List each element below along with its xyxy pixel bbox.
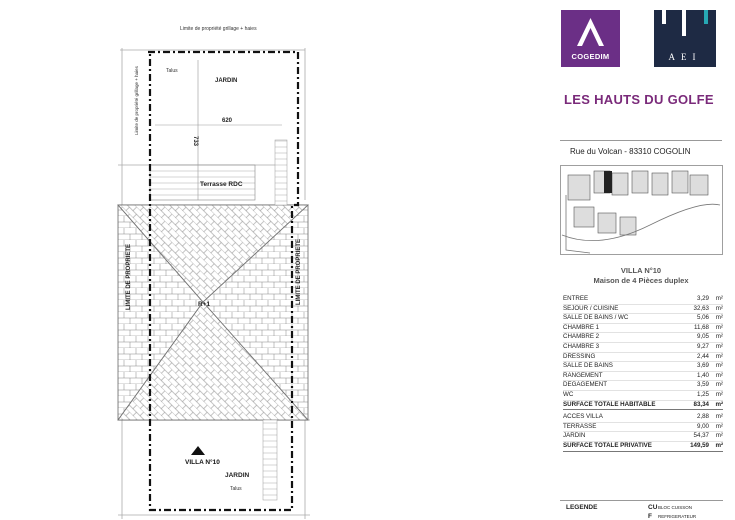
plan-limite-right: LIMITE DE PROPRIETE bbox=[296, 238, 302, 305]
side-steps-top bbox=[275, 140, 287, 205]
room-value: 11,68 bbox=[693, 323, 709, 331]
room-value: 1,40 bbox=[696, 371, 709, 379]
total-privative-unit: m² bbox=[715, 441, 723, 449]
exterior-unit: m² bbox=[715, 422, 723, 430]
project-title: LES HAUTS DU GOLFE bbox=[564, 92, 714, 107]
cogedim-mark-icon bbox=[561, 10, 620, 50]
room-unit: m² bbox=[715, 323, 723, 331]
room-label: ENTREE bbox=[563, 295, 589, 302]
plan-limite-left: LIMITE DE PROPRIETE bbox=[126, 243, 132, 310]
cogedim-logo bbox=[561, 10, 620, 67]
total-habitable-unit: m² bbox=[715, 400, 723, 408]
room-unit: m² bbox=[715, 352, 723, 360]
total-habitable-value: 83,34 bbox=[693, 400, 709, 408]
side-steps-bottom bbox=[263, 420, 277, 500]
room-unit: m² bbox=[715, 342, 723, 350]
room-label: DEGAGEMENT bbox=[563, 381, 608, 389]
room-unit: m² bbox=[715, 390, 723, 398]
room-value: 5,06 bbox=[696, 314, 709, 322]
room-unit: m² bbox=[715, 362, 723, 370]
room-unit: m² bbox=[715, 295, 723, 302]
legend-title: LEGENDE bbox=[566, 504, 598, 511]
room-value: 1,25 bbox=[696, 390, 709, 398]
aei-logo bbox=[654, 10, 716, 67]
legend-item1-text: BLOC CUISSON bbox=[658, 505, 693, 510]
project-address: Rue du Volcan - 83310 COGOLIN bbox=[570, 147, 691, 156]
room-unit: m² bbox=[715, 381, 723, 389]
total-privative-label: SURFACE TOTALE PRIVATIVE bbox=[563, 441, 652, 449]
room-label: SALLE DE BAINS bbox=[563, 362, 613, 370]
room-label: WC bbox=[563, 390, 574, 398]
exterior-unit: m² bbox=[715, 432, 723, 440]
exterior-unit: m² bbox=[715, 413, 723, 421]
room-label: CHAMBRE 3 bbox=[563, 342, 600, 350]
plan-jardin-top: JARDIN bbox=[215, 78, 238, 84]
room-value: 2,44 bbox=[696, 352, 709, 360]
villa-10-location bbox=[604, 171, 612, 193]
room-label: CHAMBRE 2 bbox=[563, 333, 600, 341]
separator-top bbox=[560, 140, 722, 141]
villa-name: VILLA N°10 bbox=[620, 266, 662, 275]
room-value: 9,05 bbox=[696, 333, 709, 341]
room-label: RANGEMENT bbox=[563, 371, 603, 379]
total-habitable-label: SURFACE TOTALE HABITABLE bbox=[563, 400, 656, 408]
exterior-label: JARDIN bbox=[563, 432, 586, 440]
exterior-value: 2,88 bbox=[696, 413, 709, 421]
aei-bar-accent bbox=[704, 10, 708, 24]
surfaces-table bbox=[563, 295, 723, 452]
room-label: DRESSING bbox=[563, 352, 596, 360]
plan-limit-top: Limite de propriété grillage + haies bbox=[180, 26, 257, 32]
exterior-value: 54,37 bbox=[693, 432, 709, 440]
plan-dim-height: 733 bbox=[192, 136, 198, 147]
villa-marker-icon bbox=[191, 446, 205, 455]
exterior-label: TERRASSE bbox=[563, 422, 597, 430]
legend-item2-code: F bbox=[648, 513, 652, 520]
plan-terrasse: Terrasse RDC bbox=[200, 181, 243, 188]
plan-dim-width: 620 bbox=[222, 118, 233, 124]
room-label: CHAMBRE 1 bbox=[563, 323, 600, 331]
cogedim-name: COGEDIM bbox=[571, 52, 610, 61]
room-unit: m² bbox=[715, 371, 723, 379]
villa-type: Maison de 4 Pièces duplex bbox=[593, 276, 689, 285]
aei-bar-1 bbox=[662, 10, 666, 24]
plan-limit-left-top: Limite de propriété grillage + haies bbox=[134, 66, 139, 135]
room-value: 3,59 bbox=[696, 381, 709, 389]
exterior-value: 9,00 bbox=[696, 422, 709, 430]
legend-item1-code: CU bbox=[648, 504, 658, 511]
room-value: 9,27 bbox=[696, 342, 709, 350]
room-value: 3,29 bbox=[696, 295, 709, 302]
legend bbox=[560, 500, 723, 520]
room-unit: m² bbox=[715, 304, 723, 312]
aei-letters: AEI bbox=[668, 52, 702, 62]
aei-bar-2 bbox=[682, 10, 686, 36]
plan-level: R+1 bbox=[198, 301, 211, 308]
plan-talus-top: Talus bbox=[166, 68, 178, 74]
room-label: SEJOUR / CUISINE bbox=[563, 304, 619, 312]
room-unit: m² bbox=[715, 333, 723, 341]
site-plan-map bbox=[560, 165, 723, 255]
room-label: SALLE DE BAINS / WC bbox=[563, 314, 629, 322]
room-value: 32,63 bbox=[693, 304, 709, 312]
total-privative-value: 149,59 bbox=[690, 441, 709, 449]
plan-villa-label: VILLA N°10 bbox=[185, 459, 220, 466]
room-value: 3,69 bbox=[696, 362, 709, 370]
exterior-label: ACCES VILLA bbox=[563, 413, 603, 421]
room-unit: m² bbox=[715, 314, 723, 322]
legend-item2-text: REFRIGERATEUR bbox=[658, 514, 697, 519]
plan-jardin-bottom: JARDIN bbox=[225, 472, 250, 479]
plan-talus-bottom: Talus bbox=[230, 486, 242, 492]
